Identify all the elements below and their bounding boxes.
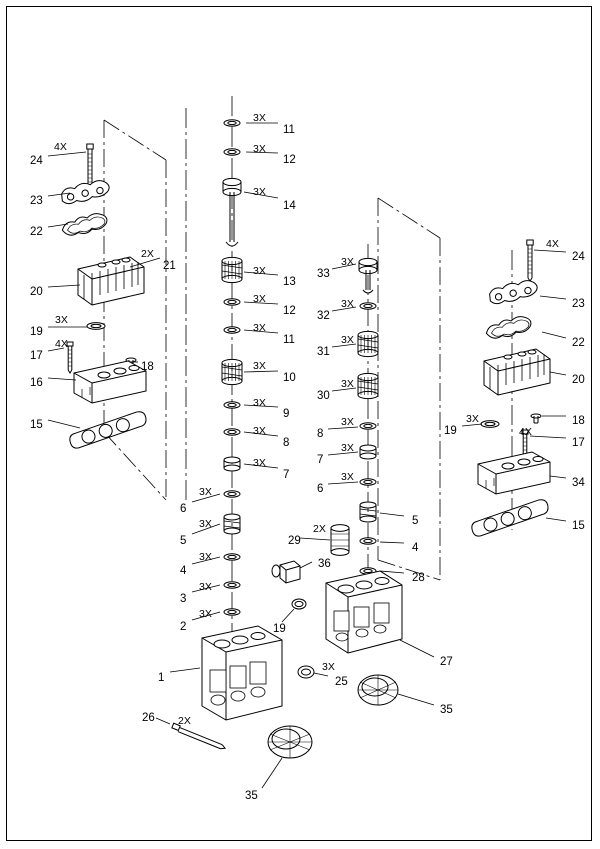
part-callout-31-58: 31: [317, 346, 330, 358]
part-callout-27-71: 27: [440, 656, 453, 668]
part-callout-15-13: 15: [30, 419, 43, 431]
quantity-label-3x-22: 3X: [253, 293, 266, 305]
part-callout-3-41: 3: [180, 593, 187, 605]
part-callout-25-48: 25: [335, 676, 348, 688]
part-callout-26-45: 26: [142, 712, 155, 724]
quantity-label-3x-20: 3X: [253, 265, 266, 277]
part-callout-12-23: 12: [283, 305, 296, 317]
part-callout-1-44: 1: [158, 672, 165, 684]
quantity-label-3x-32: 3X: [253, 457, 266, 469]
part-callout-7-33: 7: [283, 469, 290, 481]
part-callout-14-19: 14: [283, 200, 296, 212]
part-callout-7-64: 7: [317, 454, 324, 466]
quantity-label-3x-49: 3X: [322, 661, 335, 673]
part-callout-19-8: 19: [30, 326, 43, 338]
quantity-label-3x-26: 3X: [253, 360, 266, 372]
part-callout-13-21: 13: [283, 276, 296, 288]
quantity-label-3x-42: 3X: [199, 608, 212, 620]
quantity-label-3x-28: 3X: [253, 397, 266, 409]
quantity-label-4x-9: 4X: [55, 338, 68, 350]
quantity-label-3x-61: 3X: [341, 378, 354, 390]
quantity-label-3x-36: 3X: [199, 518, 212, 530]
part-callout-9-29: 9: [283, 408, 290, 420]
part-callout-8-31: 8: [283, 437, 290, 449]
part-callout-35-72: 35: [440, 704, 453, 716]
quantity-label-3x-65: 3X: [341, 442, 354, 454]
part-callout-34-83: 34: [572, 477, 585, 489]
quantity-label-3x-57: 3X: [341, 298, 354, 310]
quantity-label-2x-46: 2X: [178, 715, 191, 727]
part-callout-17-10: 17: [30, 350, 43, 362]
part-callout-10-27: 10: [283, 372, 296, 384]
part-callout-18-11: 18: [141, 361, 154, 373]
quantity-label-3x-16: 3X: [253, 143, 266, 155]
part-callout-16-12: 16: [30, 377, 43, 389]
part-callout-4-39: 4: [180, 565, 187, 577]
part-callout-24-74: 24: [572, 251, 585, 263]
part-callout-29-52: 29: [288, 535, 301, 547]
quantity-label-2x-53: 2X: [313, 523, 326, 535]
part-callout-6-35: 6: [180, 503, 187, 515]
quantity-label-3x-30: 3X: [253, 425, 266, 437]
quantity-label-4x-81: 4X: [519, 426, 532, 438]
quantity-label-3x-40: 3X: [199, 581, 212, 593]
quantity-label-3x-63: 3X: [341, 416, 354, 428]
part-callout-4-69: 4: [412, 542, 419, 554]
part-callout-28-70: 28: [412, 572, 425, 584]
part-callout-30-60: 30: [317, 390, 330, 402]
quantity-label-3x-14: 3X: [253, 112, 266, 124]
quantity-label-2x-4: 2X: [141, 248, 154, 260]
quantity-label-3x-55: 3X: [341, 256, 354, 268]
part-callout-5-68: 5: [412, 515, 419, 527]
quantity-label-3x-67: 3X: [341, 471, 354, 483]
part-callout-32-56: 32: [317, 310, 330, 322]
quantity-label-3x-59: 3X: [341, 334, 354, 346]
quantity-label-3x-78: 3X: [466, 413, 479, 425]
part-callout-12-17: 12: [283, 154, 296, 166]
quantity-label-3x-34: 3X: [199, 486, 212, 498]
part-callout-33-54: 33: [317, 268, 330, 280]
part-callout-23-75: 23: [572, 298, 585, 310]
part-callout-5-37: 5: [180, 535, 187, 547]
part-callout-23-2: 23: [30, 195, 43, 207]
part-callout-11-15: 11: [283, 124, 295, 136]
part-callout-22-76: 22: [572, 337, 585, 349]
part-callout-24-0: 24: [30, 155, 43, 167]
part-callout-19-80: 19: [444, 425, 457, 437]
quantity-label-4x-1: 4X: [54, 141, 67, 153]
part-callout-18-79: 18: [572, 415, 585, 427]
part-callout-11-25: 11: [283, 334, 295, 346]
part-callout-21-5: 21: [163, 260, 176, 272]
part-callout-22-3: 22: [30, 226, 43, 238]
quantity-label-3x-7: 3X: [55, 314, 68, 326]
part-callout-36-51: 36: [318, 558, 331, 570]
part-callout-17-82: 17: [572, 437, 585, 449]
part-callout-35-47: 35: [245, 790, 258, 802]
quantity-label-3x-38: 3X: [199, 551, 212, 563]
part-callout-8-62: 8: [317, 428, 324, 440]
quantity-label-3x-18: 3X: [253, 186, 266, 198]
part-callout-19-50: 19: [273, 623, 286, 635]
part-callout-2-43: 2: [180, 621, 187, 633]
part-callout-20-77: 20: [572, 374, 585, 386]
quantity-label-4x-73: 4X: [546, 238, 559, 250]
part-callout-6-66: 6: [317, 483, 324, 495]
part-callout-20-6: 20: [30, 286, 43, 298]
quantity-label-3x-24: 3X: [253, 322, 266, 334]
part-callout-15-84: 15: [572, 520, 585, 532]
